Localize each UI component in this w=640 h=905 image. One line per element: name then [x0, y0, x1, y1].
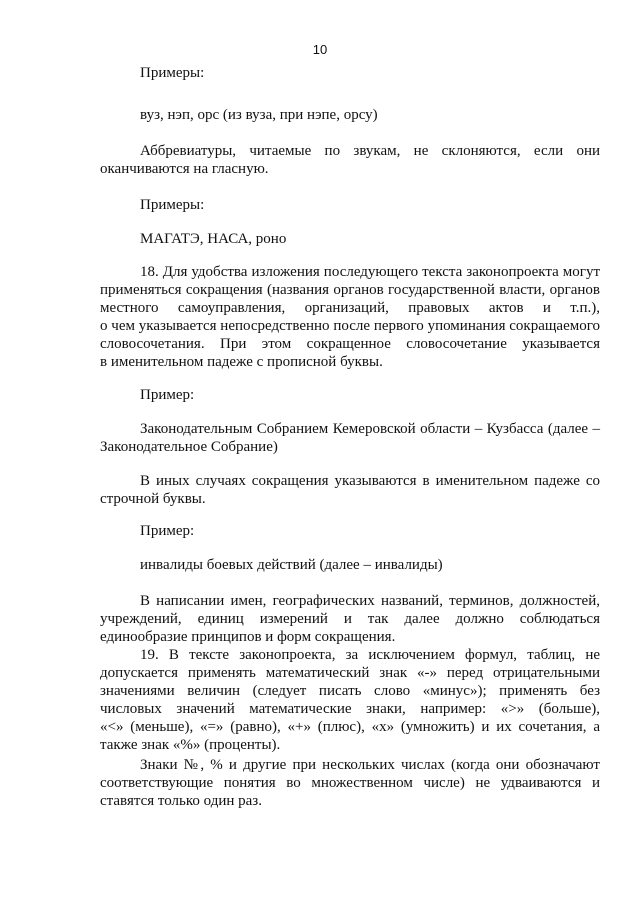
paragraph-lowercase-cases: В иных случаях сокращения указываются в именительном падеже со строчной буквы. — [100, 473, 600, 507]
example-heading-2: Пример: — [140, 523, 195, 539]
example-legislative-assembly: Законодательным Собранием Кемеровской области – Кузбасса (далее – Законодательное Собрание) — [100, 421, 600, 455]
page-number: 10 — [312, 42, 328, 57]
examples-heading-1: Примеры: — [140, 65, 205, 81]
paragraph-signs-not-doubled: Знаки №, % и другие при нескольких числах (когда они обозначают соответствующие понятия во множественном числе) не удваиваются и ставятся только один раз. — [100, 757, 600, 809]
example-heading-1: Пример: — [140, 387, 195, 403]
top-edge-mark — [312, 0, 336, 2]
examples-heading-2: Примеры: — [140, 197, 205, 213]
paragraph-uniformity: В написании имен, географических названий, терминов, должностей, учреждений, единиц измерений и так далее должно соблюдаться единообразие принципов и форм сокращения. — [100, 593, 600, 645]
abbreviation-examples-1: вуз, нэп, орс (из вуза, при нэпе, орсу) — [140, 107, 378, 123]
abbreviation-examples-2: МАГАТЭ, НАСА, роно — [140, 231, 287, 247]
paragraph-abbreviations-vowel: Аббревиатуры, читаемые по звукам, не склоняются, если они оканчиваются на гласную. — [100, 143, 600, 177]
paragraph-19: 19. В тексте законопроекта, за исключением формул, таблиц, не допускается применять математический знак «-» перед отрицательными значениями величин (следует писать слово «минус»); применять без числовых значений математические знаки, например: «>» (больше), «<» (меньше), «=» (равно), «+» (плюс), «х» (умножить) и их сочетания, а также знак «%» (проценты). — [100, 647, 600, 753]
example-disabled-veterans: инвалиды боевых действий (далее – инвалиды) — [140, 557, 443, 573]
paragraph-18: 18. Для удобства изложения последующего текста законопроекта могут применяться сокращения (названия органов государственной власти, органов местного самоуправления, организаций, правовых актов и т.п.), о чем указывается непосредственно после первого упоминания сокращаемого словосочетания. При этом сокращенное словосочетание указывается в именительном падеже с прописной буквы. — [100, 264, 600, 370]
